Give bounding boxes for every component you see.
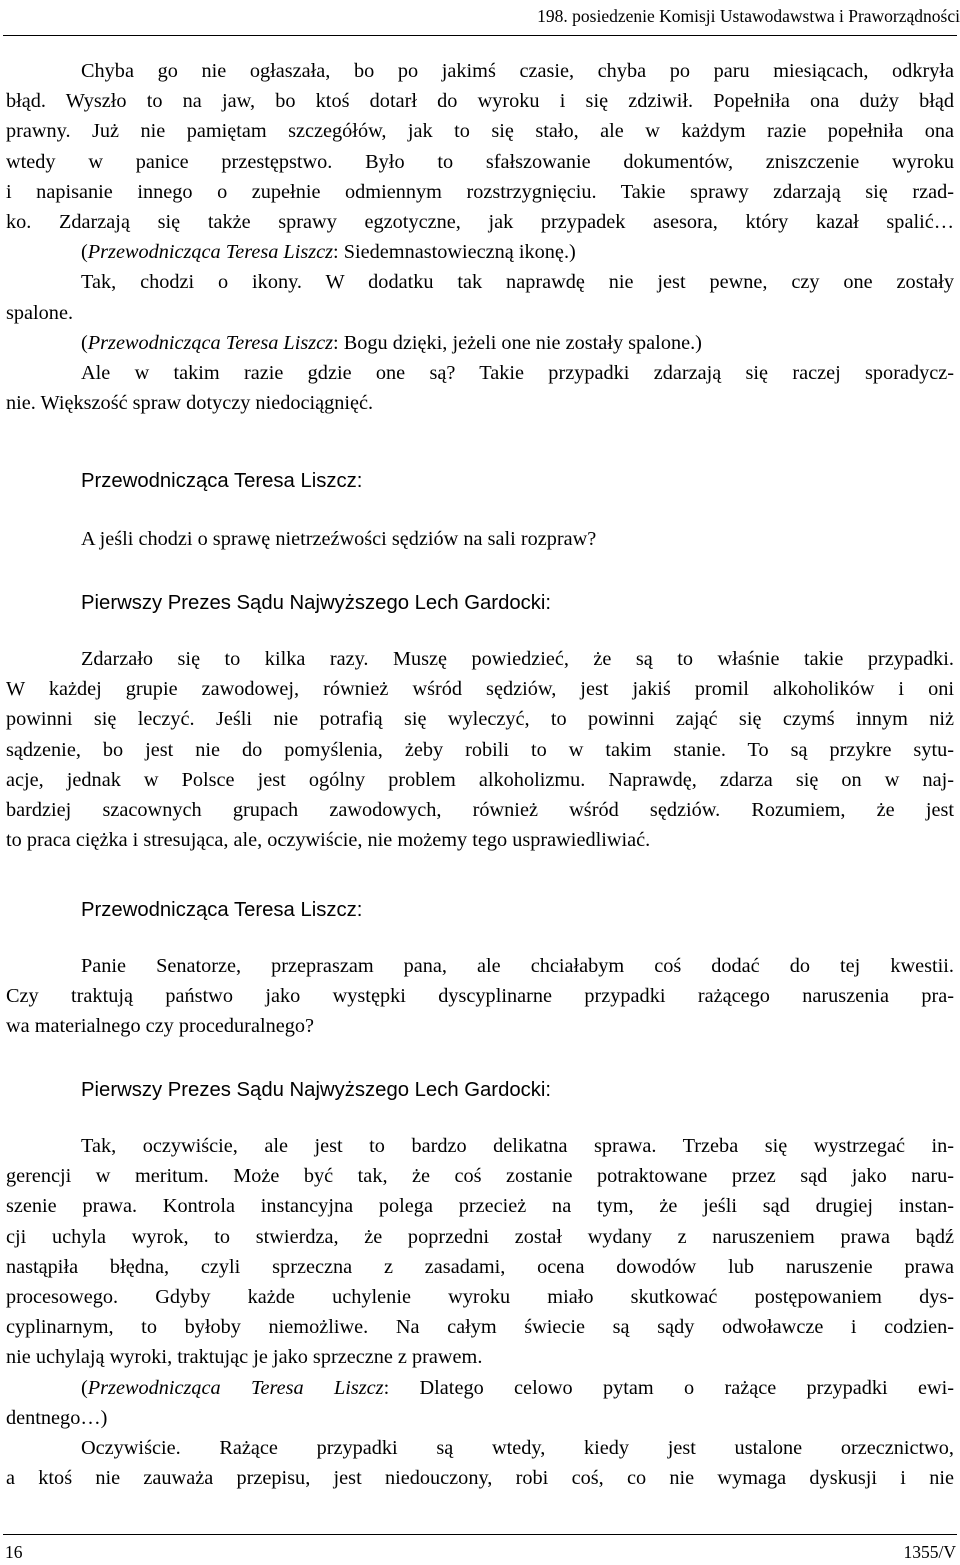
- text-line: Oczywiście. Rażące przypadki są wtedy, kiedy jest ustalone orzecznictwo,: [81, 1437, 954, 1460]
- text-line: procesowego. Gdyby każde uchylenie wyroku miało skutkować postępowaniem dys-: [6, 1286, 954, 1309]
- running-header: 198. posiedzenie Komisji Ustawodawstwa i Praworządności: [537, 6, 960, 26]
- speaker-heading: Pierwszy Prezes Sądu Najwyższego Lech Gardocki:: [81, 592, 552, 614]
- interjection-speaker: Przewodnicząca Teresa Liszcz: [87, 1376, 384, 1399]
- text-line: cji uchyla wyrok, to stwierdza, że poprzedni został wydany z naruszeniem prawa bądź: [6, 1225, 954, 1248]
- text-line: nie. Większość spraw dotyczy niedociągnięć.: [6, 392, 374, 415]
- text-line: Panie Senatorze, przepraszam pana, ale chciałabym coś dodać do tej kwestii.: [81, 955, 954, 977]
- text-line: nie uchylają wyroki, traktując je jako sprzeczne z prawem.: [6, 1346, 483, 1369]
- footer-rule: [3, 1534, 957, 1535]
- text-line: Chyba go nie ogłaszała, bo po jakimś czasie, chyba po paru miesiącach, odkryła: [81, 60, 954, 82]
- text-line: sądzenie, bo jest nie do pomyślenia, żeby robili to w takim stanie. To są przykre sytu-: [6, 738, 954, 761]
- text-line: i napisanie innego o zupełnie odmiennym rozstrzygnięciu. Takie sprawy zdarzają się rzad-: [6, 180, 954, 203]
- text-line: Czy traktują państwo jako występki dyscyplinarne przypadki rażącego naruszenia pra-: [6, 985, 954, 1008]
- text-line: wa materialnego czy proceduralnego?: [6, 1015, 315, 1038]
- text-line: a ktoś nie zauważa przepisu, jest niedouczony, robi coś, co nie wymaga dyskusji i nie: [6, 1467, 954, 1490]
- interjection: (Przewodnicząca Teresa Liszcz: Dlatego celowo pytam o rażące przypadki ewi-: [81, 1376, 955, 1399]
- text-line: spalone.: [6, 301, 74, 324]
- text-line: Ale w takim razie gdzie one są? Takie przypadki zdarzają się raczej sporadycz-: [81, 362, 954, 385]
- header-rule: [3, 35, 957, 36]
- page-number: 16: [5, 1542, 23, 1562]
- text-line: acje, jednak w Polsce jest ogólny problem alkoholizmu. Naprawdę, zdarza się on w naj-: [6, 768, 954, 791]
- text-line: dentnego…): [6, 1406, 108, 1429]
- interjection-speaker: Przewodnicząca Teresa Liszcz: [87, 331, 334, 354]
- text-line: powinni się leczyć. Jeśli nie potrafią się wyleczyć, to powinni zająć się czymś innym niż: [6, 708, 954, 731]
- speaker-heading: Przewodnicząca Teresa Liszcz:: [81, 470, 363, 492]
- paragraph-block-1: [6, 56, 954, 418]
- speaker-heading: Przewodnicząca Teresa Liszcz:: [81, 899, 363, 921]
- text-line: szenie prawa. Kontrola instancyjna polega przecież na tym, że jeśli sąd drugiej instan-: [6, 1195, 954, 1218]
- text-line: nastąpiła błędna, czyli sprzeczna z zasadami, ocena dowodów lub naruszenie prawa: [6, 1255, 954, 1278]
- interjection: (Przewodnicząca Teresa Liszcz: Bogu dzięki, jeżeli one nie zostały spalone.): [81, 331, 702, 354]
- text-line: ko. Zdarzają się także sprawy egzotyczne, jak przypadek asesora, który kazał spalić…: [6, 211, 954, 234]
- question-paragraph: [6, 524, 954, 554]
- text-line: A jeśli chodzi o sprawę nietrzeźwości sędziów na sali rozpraw?: [81, 528, 597, 550]
- text-line: Tak, oczywiście, ale jest to bardzo delikatna sprawa. Trzeba się wystrzegać in-: [81, 1135, 954, 1157]
- interjection: (Przewodnicząca Teresa Liszcz: Siedemnastowieczną ikonę.): [81, 241, 576, 264]
- speaker-heading: Pierwszy Prezes Sądu Najwyższego Lech Gardocki:: [81, 1079, 552, 1101]
- paragraph-block-2: [6, 644, 954, 855]
- text-line: gerencji w meritum. Może być tak, że coś zostanie potraktowane przez sąd jako naru-: [6, 1165, 954, 1188]
- interjection-speaker: Przewodnicząca Teresa Liszcz: [87, 241, 334, 264]
- text-line: prawny. Już nie pamiętam szczegółów, jak to się stało, ale w każdym razie popełniła ona: [6, 120, 954, 143]
- text-line: bardziej szacownych grupach zawodowych, również wśród sędziów. Rozumiem, że jest: [6, 799, 954, 822]
- text-line: Zdarzało się to kilka razy. Muszę powiedzieć, że są to właśnie takie przypadki.: [81, 648, 954, 670]
- text-line: błąd. Wyszło to na jaw, bo ktoś dotarł do wyroku i się zdziwił. Popełniła ona duży błąd: [6, 90, 954, 113]
- text-line: Tak, chodzi o ikony. W dodatku tak naprawdę nie jest pewne, czy one zostały: [81, 271, 954, 294]
- text-line: cyplinarnym, to byłoby niemożliwe. Na całym świecie są sądy odwoławcze i codzien-: [6, 1316, 954, 1339]
- text-line: W każdej grupie zawodowej, również wśród sędziów, jest jakiś promil alkoholików i oni: [6, 678, 954, 701]
- text-line: wtedy w panice przestępstwo. Było to sfałszowanie dokumentów, zniszczenie wyroku: [6, 150, 954, 173]
- paragraph-block-3: [6, 951, 954, 1042]
- document-number: 1355/V: [903, 1542, 956, 1562]
- paragraph-block-4: [6, 1131, 954, 1493]
- text-line: to praca ciężka i stresująca, ale, oczywiście, nie możemy tego usprawiedliwiać.: [6, 829, 651, 852]
